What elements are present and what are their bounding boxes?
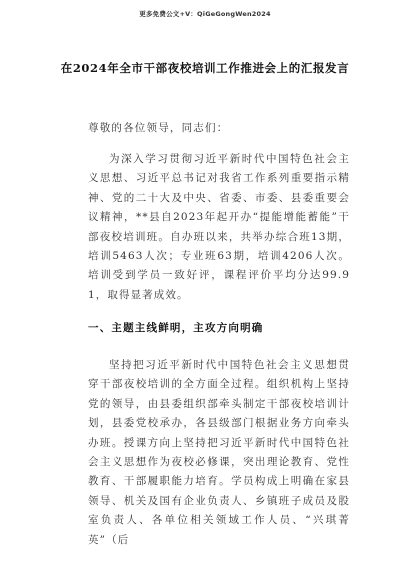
header-note: 更多免费公文+V：QiGeGongWen2024 bbox=[139, 10, 271, 18]
section-heading: 一、主题主线鲜明，主攻方向明确 bbox=[88, 322, 264, 334]
document-title: 在2024年全市干部夜校培训工作推进会上的汇报发言 bbox=[60, 61, 350, 75]
body-paragraph: 为深入学习贯彻习近平新时代中国特色社会主义思想、习近平总书记对我省工作系列重要指示精神、党的二十大及中央、省委、市委、县委重要会议精神，**县自2023年起开办“提能增能蓄能”干部夜校培训班。自办班以来，共举办综合班13期，培训5463人次；专业班63期，培训4206人次。培训受到学员一致好评，课程评价平均分达99.91，取得显著成效。 bbox=[88, 153, 350, 301]
section-paragraph: 坚持把习近平新时代中国特色社会主义思想贯穿干部夜校培训的全方面全过程。组织机构上坚持党的领导，由县委组织部牵头制定干部夜校培训计划，县委党校承办，各县级部门根据业务方向牵头办班。授课方向上坚持把习近平新时代中国特色社会主义思想作为夜校必修课，突出理论教育、党性教育、干部履职能力培育。学员构成上明确在家县领导、机关及国有企业负责人、乡镇班子成员及股室负责人、各单位相关领域工作人员、“兴琪菁英”（后 bbox=[88, 359, 350, 546]
salutation: 尊敬的各位领导，同志们： bbox=[88, 122, 229, 134]
